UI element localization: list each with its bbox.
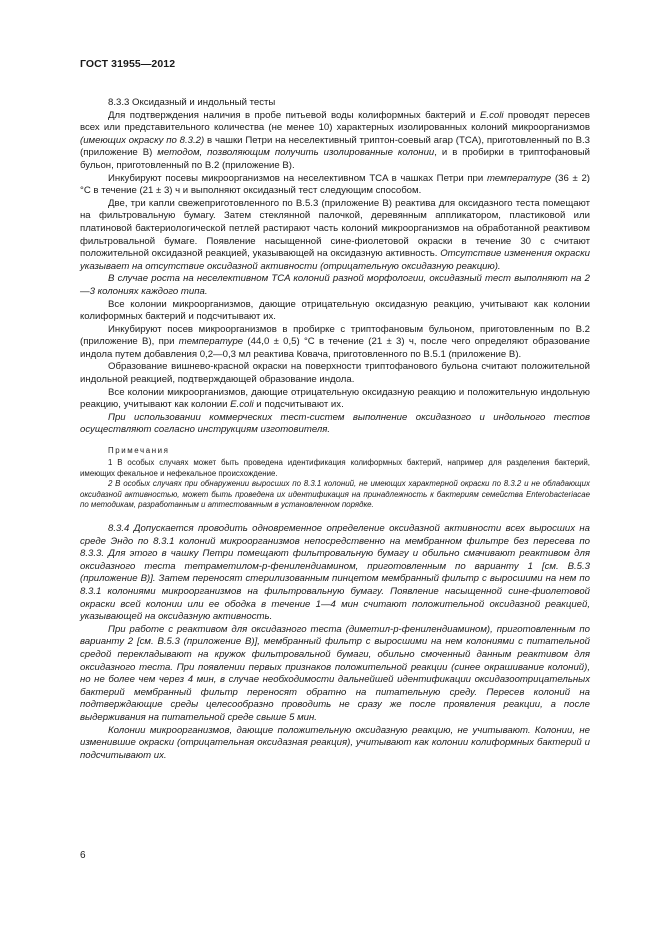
paragraph <box>80 110 590 173</box>
italic-text-run: температуре <box>486 172 552 184</box>
italic-text-run: Отсутствие изменения окраски указывает на отсутствие оксидазной активности (отрицательную оксидазную реакцию). <box>80 248 591 272</box>
paragraph <box>80 412 590 437</box>
italic-text-run: E.coli <box>230 399 254 411</box>
italic-text-run: методом, позволяющим получить изолированные колонии <box>157 147 435 159</box>
paragraph <box>80 198 590 274</box>
italic-text-run: 2 В особых случаях при обнаружении выросших по 8.3.1 колоний, не имеющих характерной окраски по 8.3.2 и не обладающих оксидазной активностью, может быть проведена их идентификация на принадлежность к бактериям семейства Enterobacteriacae по методикам, разработанным и аттестованным в установленном порядке. <box>80 479 590 510</box>
text-run: Все колонии микроорганизмов, дающие отрицательную оксидазную реакцию, учитывают как колонии колиформных бактерий и подсчитывают их. <box>80 298 590 323</box>
text-run: 1 В особых случаях может быть проведена идентификация колиформных бактерий, например для разделения бактерий, имеющих фекальное и нефекальное происхождение. <box>80 458 590 478</box>
text-run: (36 ± 2) °С в течение (21 ± 3) ч и выполняют оксидазный тест следующим способом. <box>80 172 590 197</box>
text-run: проводят пересев всех или представительного количества (не менее 10) характерных изолированных колоний микроорганизмов <box>80 109 590 134</box>
note-item <box>80 458 590 479</box>
section-paragraph-8-3-4 <box>80 523 590 624</box>
paragraph <box>80 173 590 198</box>
text-run: Инкубируют посевы микроорганизмов на неселективном TCA в чашках Петри при <box>108 172 487 184</box>
text-run: (44,0 ± 0,5) °С в течение (21 ± 3) ч, после чего определяют образование индола путем добавления 0,2—0,3 мл реактива Ковача, приготовленного по В.5.1 (приложение В). <box>80 336 590 360</box>
italic-text-run: При использовании коммерческих тест-систем выполнение оксидазного и индольного тестов осуществляют согласно инструкциям изготовителя. <box>80 411 590 436</box>
note-item <box>80 479 590 511</box>
paragraph <box>80 299 590 324</box>
italic-text-run: температуре <box>178 336 244 348</box>
italic-text-run: Колонии микроорганизмов, дающие положительную оксидазную реакцию, не учитывают. Колонии, не изменившие окраски (отрицательная оксидазная реакция), учитывают как колонии колиформных бактерий и подсчитывают их. <box>80 724 590 761</box>
italic-text-run: В случае роста на неселективном TCA колоний разной морфологии, оксидазный тест выполняют на 2—3 колониях каждого типа. <box>80 273 590 297</box>
paragraph <box>80 387 590 412</box>
text-run: Для подтверждения наличия в пробе питьевой воды колиформных бактерий и <box>108 109 480 121</box>
document-header: ГОСТ 31955—2012 <box>80 58 176 70</box>
page-number: 6 <box>80 850 86 861</box>
paragraph <box>80 273 590 298</box>
text-run: Инкубируют посев микроорганизмов в пробирке с триптофановым бульоном, приготовленным по В.2 (приложение В), при <box>80 323 590 348</box>
paragraph <box>80 324 590 362</box>
italic-text-run: E.coli <box>480 109 504 121</box>
paragraph <box>80 624 590 725</box>
text-run: , и в пробирки в триптофановый бульон, приготовленный по В.2 (приложение В). <box>80 147 590 171</box>
italic-text-run: При работе с реактивом для оксидазного теста (диметил-p-фенилендиамином), приготовленным по варианту 2 [см. В.5.3 (приложение В)], мембранный фильтр с выросшими на нем колониями с питательной средой перекладывают на кружок фильтровальной бумаги, обильно смоченный данным реактивом для оксидазного теста. При появлении первых признаков положительной реакции (синее окрашивание колоний), но не более чем через 4 мин, в случае необходимости дальнейшей идентификации оксидазоотрицательных бактерий мембранный фильтр переносят обратно на питательную среду. Пересев колоний на подтверждающие среды целесообразно проводить не сразу же после проявления реакции, а после выдерживания на питательной среде свыше 5 мин. <box>80 623 590 723</box>
section-heading-8-3-3: 8.3.3 Оксидазный и индольный тесты <box>108 97 276 108</box>
notes-heading: Примечания <box>108 446 170 456</box>
text-run: Все колонии микроорганизмов, дающие отрицательную оксидазную реакцию и положительную индольную реакцию, учитывают как колонии <box>80 386 590 411</box>
text-run: в чашки Петри на неселективный триптон-соевый агар (TCA), приготовленный по В.3 (приложение В) <box>80 134 590 159</box>
page-content <box>80 97 590 762</box>
text-run: Образование вишнево-красной окраски на поверхности триптофанового бульона считают положительной индольной реакцией, подтверждающей образование индола. <box>80 361 590 386</box>
italic-text-run: (имеющих окраску по 8.3.2) <box>80 134 205 146</box>
text-run: и подсчитывают их. <box>253 399 344 411</box>
text-run: Две, три капли свежеприготовленного по В.5.3 (приложение В) реактива для оксидазного теста помещают на фильтровальную бумагу. Затем стеклянной палочкой, деревянным аппликатором, пластиковой или платиновой бактериологической петлей растирают часть колоний микроорганизмов на обработанной реактивом фильтровальной бумаге. Появление насыщенной сине-фиолетовой окраски в течение 30 с считают положительной оксидазной реакцией, указывающей на оксидазную активность. <box>80 197 590 260</box>
paragraph <box>80 361 590 386</box>
paragraph <box>80 725 590 763</box>
italic-text-run: 8.3.4 Допускается проводить одновременное определение оксидазной активности всех выросших на среде Эндо по 8.3.1 колоний микроорганизмов непосредственно на мембранном фильтре без пересева по 8.3.3. Для этого в чашку Петри помещают фильтровальную бумагу и обильно смачивают реактивом для оксидазного теста тетраметилом-p-фенилендиамином, приготовленным по варианту 1 [см. В.5.3 (приложение В)]. Затем переносят стерилизованным пинцетом мембранный фильтр с выросшими на нем по 8.3.1 колониями микроорганизмов на фильтровальную бумагу. Появление насыщенной сине-фиолетовой окраски всей колонии или ее ободка в течение 1—4 мин считают положительной оксидазной реакцией, указывающей на оксидазную активность. <box>80 523 590 623</box>
